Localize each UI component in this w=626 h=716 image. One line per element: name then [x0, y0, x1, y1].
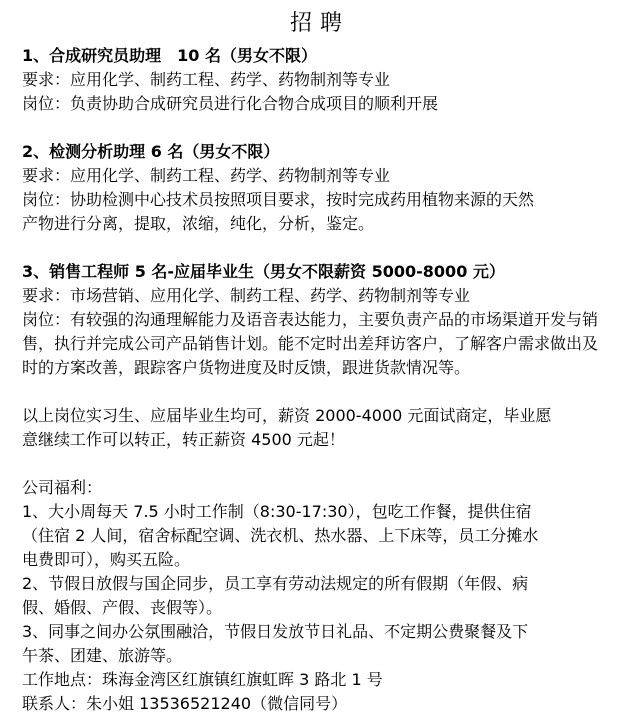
job-2-requirement: 要求：应用化学、制药工程、药学、药物制剂等专业: [22, 166, 391, 185]
job-3-heading: 3、销售工程师 5 名-应届毕业生（男女不限薪资 5000-8000 元）: [22, 262, 505, 281]
job-2-duty-line1: 岗位：协助检测中心技术员按照项目要求，按时完成药用植物来源的天然: [22, 190, 535, 209]
spacer: [22, 380, 618, 404]
job-3-duty-line1: 岗位：有较强的沟通理解能力及语音表达能力，主要负责产品的市场渠道开发与销: [22, 310, 599, 329]
intern-note-line2: 意继续工作可以转正，转正薪资 4500 元起！: [22, 430, 345, 449]
job-1-requirement: 要求：应用化学、制药工程、药学、药物制剂等专业: [22, 70, 391, 89]
job-3-requirement: 要求：市场营销、应用化学、制药工程、药学、药物制剂等专业: [22, 286, 471, 305]
job-3-duty-line3: 时的方案改善，跟踪客户货物进度及时反馈，跟进货款情况等。: [22, 358, 471, 377]
benefit-2-line1: 2、节假日放假与国企同步，员工享有劳动法规定的所有假期（年假、病: [22, 574, 529, 593]
benefit-1-line2: （住宿 2 人间，宿舍标配空调、洗衣机、热水器、上下床等，员工分摊水: [22, 526, 539, 545]
benefit-1-line1: 1、大小周每天 7.5 小时工作制（8:30-17:30），包吃工作餐，提供住宿: [22, 502, 532, 521]
spacer: [22, 452, 618, 476]
job-2: [22, 140, 618, 236]
job-3-duty-line2: 售，执行并完成公司产品销售计划。能不定时出差拜访客户，了解客户需求做出及: [22, 334, 599, 353]
benefit-1-line3: 电费即可），购买五险。: [22, 550, 191, 569]
page-title: 招聘: [289, 11, 350, 36]
benefit-3-line1: 3、同事之间办公氛围融洽，节假日发放节日礼品、不定期公费聚餐及下: [22, 622, 529, 641]
intern-note-line1: 以上岗位实习生、应届毕业生均可，薪资 2000-4000 元面试商定，毕业愿: [22, 406, 552, 425]
job-3: [22, 260, 618, 380]
benefits-heading: 公司福利：: [22, 478, 103, 497]
spacer: [22, 236, 618, 260]
benefits-section: [22, 476, 618, 668]
recruitment-notice: [22, 8, 618, 716]
intern-note: [22, 404, 618, 452]
job-1-heading: 1、合成研究员助理 10 名（男女不限）: [22, 46, 317, 65]
benefit-2-line2: 假、婚假、产假、丧假等）。: [22, 598, 223, 617]
work-location: 工作地点：珠海金湾区红旗镇红旗虹晖 3 路北 1 号: [22, 670, 383, 689]
job-1-duty: 岗位：负责协助合成研究员进行化合物合成项目的顺利开展: [22, 94, 439, 113]
job-2-duty-line2: 产物进行分离，提取，浓缩，纯化，分析，鉴定。: [22, 214, 375, 233]
job-1: [22, 44, 618, 116]
benefit-3-line2: 午茶、团建、旅游等。: [22, 646, 183, 665]
spacer: [22, 116, 618, 140]
job-2-heading: 2、检测分析助理 6 名（男女不限）: [22, 142, 280, 161]
contact-info: 联系人：朱小姐 13536521240（微信同号）: [22, 694, 348, 713]
